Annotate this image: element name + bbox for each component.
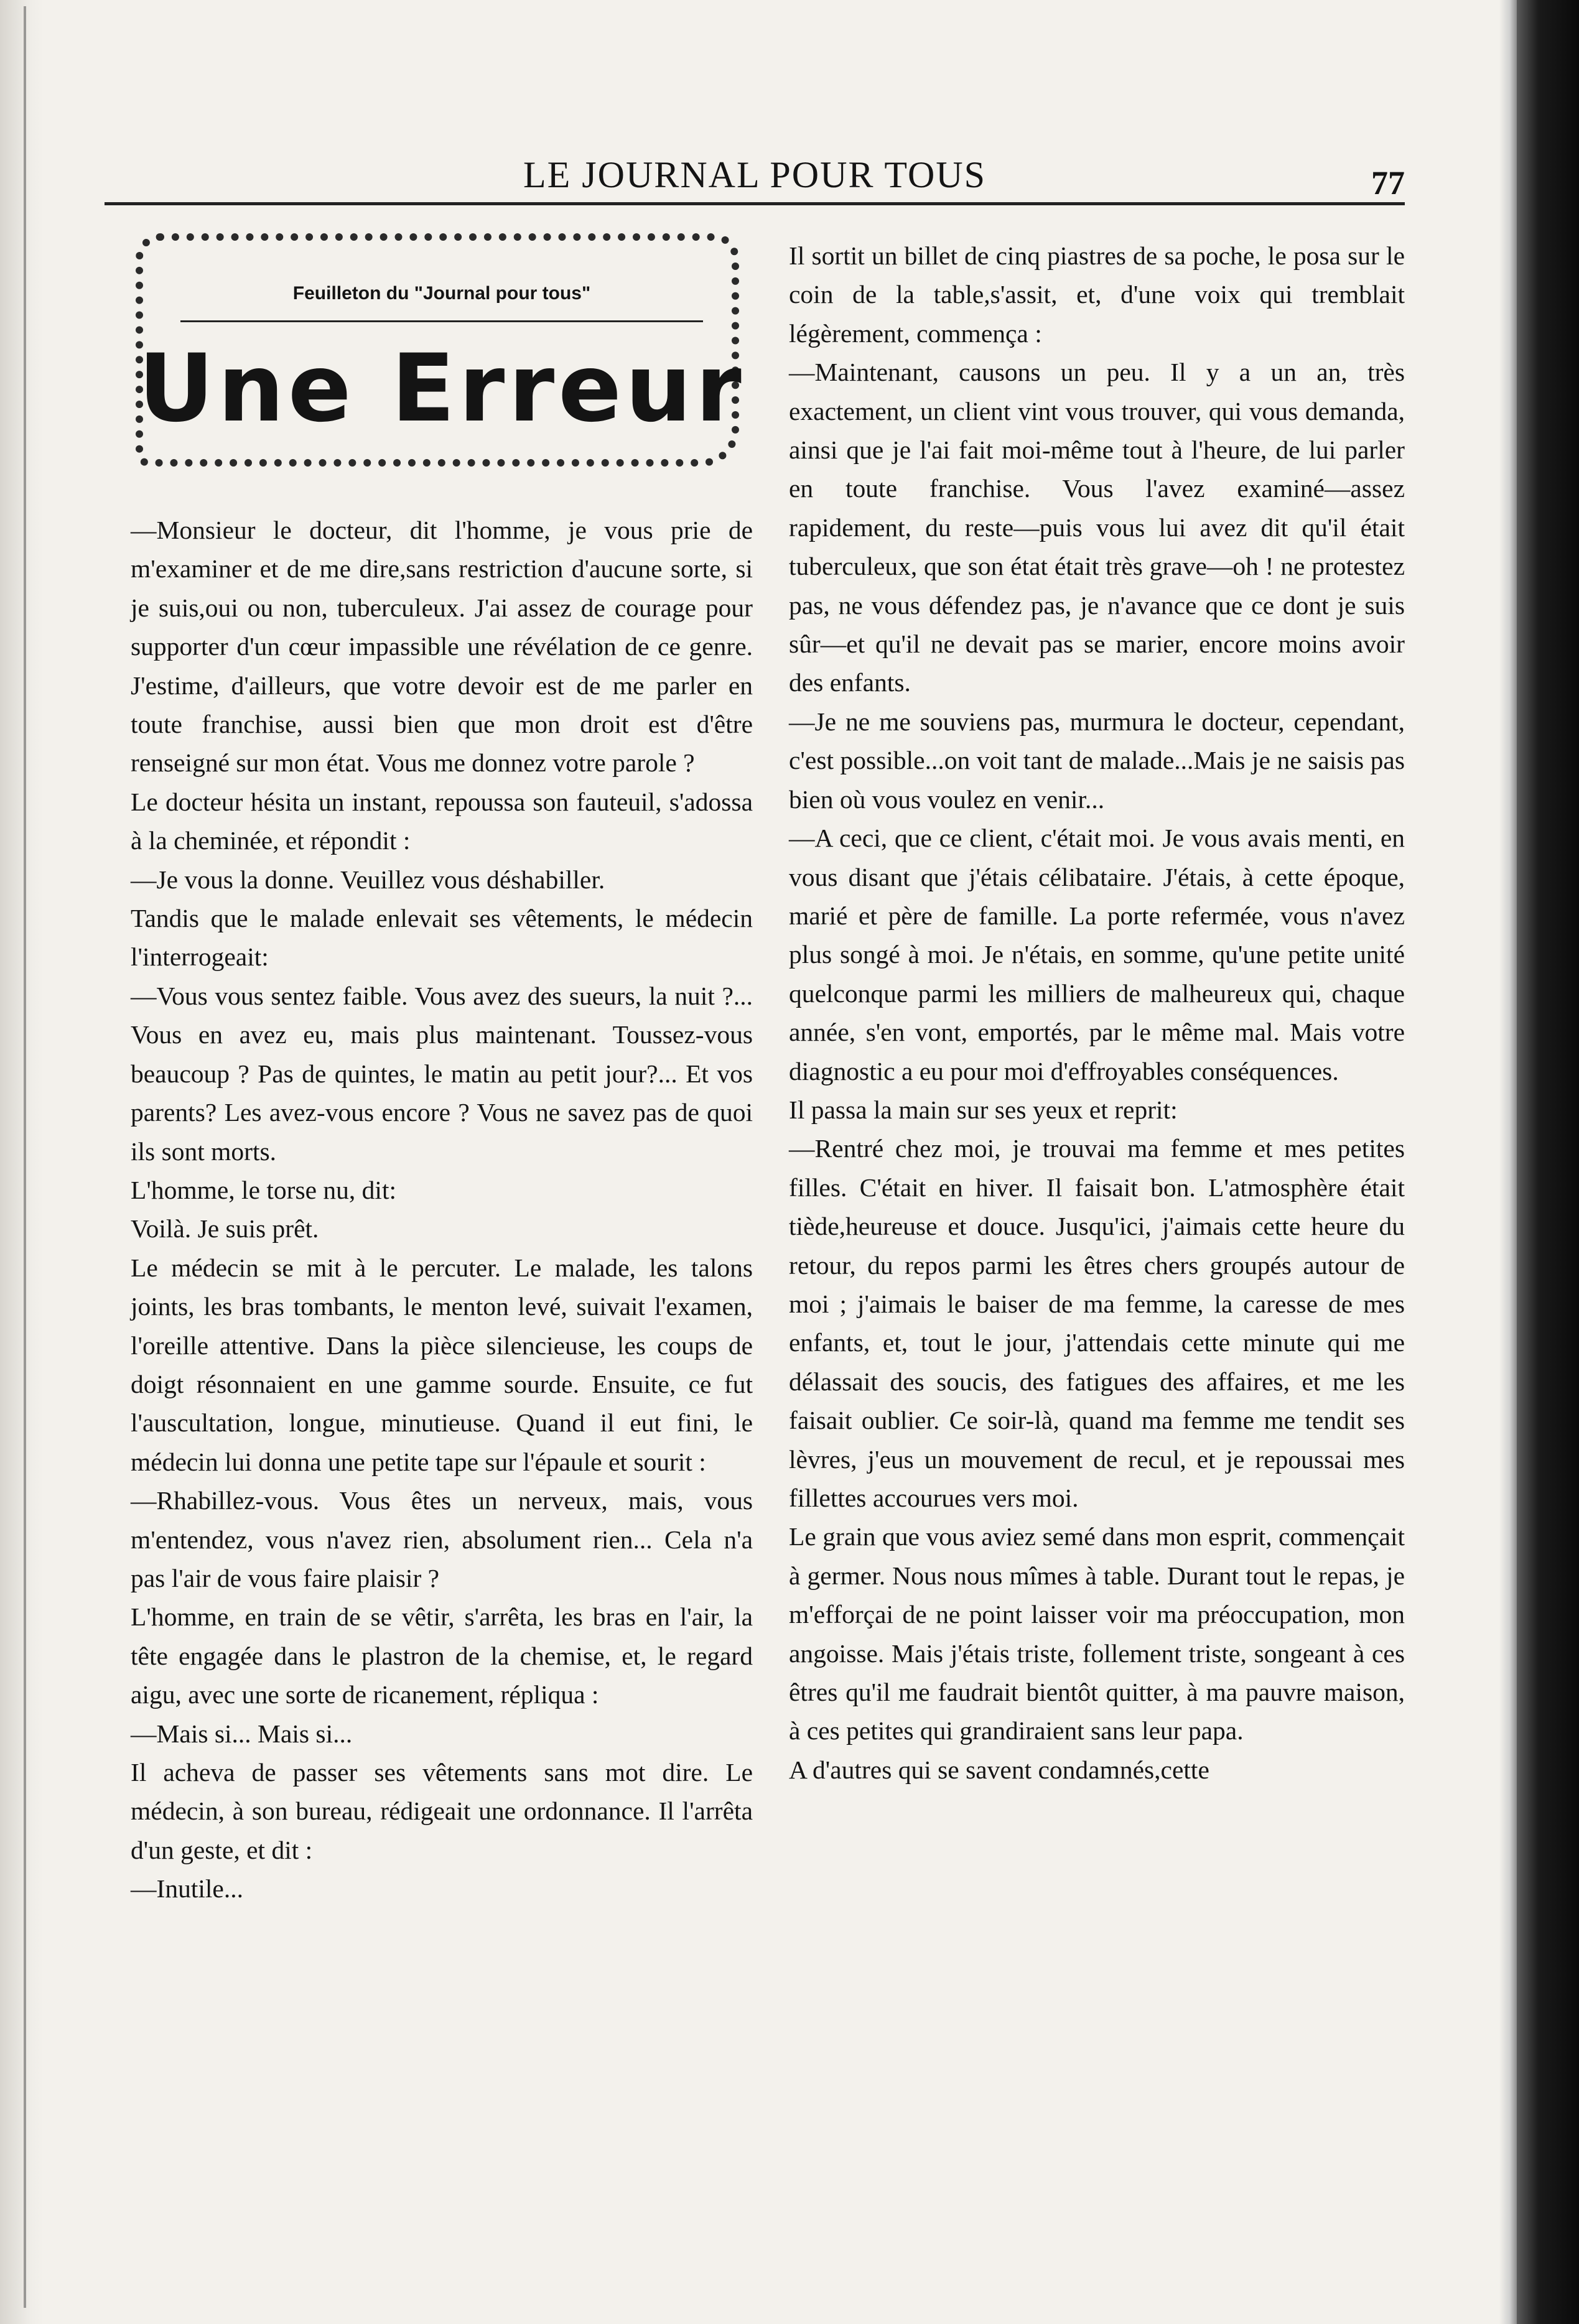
page-number: 77: [1371, 164, 1405, 202]
paragraph: L'homme, en train de se vêtir, s'arrêta, les bras en l'air, la tête engagée dans le plastron de la chemise, et, le regard aigu, avec une sorte de ricanement, répliqua :: [131, 1602, 753, 1709]
running-header: [105, 146, 1405, 205]
feuilleton-title-box: [131, 233, 753, 495]
paragraph: Voilà. Je suis prêt.: [131, 1214, 319, 1243]
paragraph: Il passa la main sur ses yeux et reprit:: [789, 1095, 1178, 1124]
paragraph: —Inutile...: [131, 1874, 243, 1903]
paragraph: —Je vous la donne. Veuillez vous déshabiller.: [131, 865, 605, 894]
paragraph: —Mais si... Mais si...: [131, 1719, 353, 1748]
paragraph: Il sortit un billet de cinq piastres de sa poche, le posa sur le coin de la table,s'assit, et, d'une voix qui tremblait légèrement, commença :: [789, 241, 1405, 348]
journal-title: LE JOURNAL POUR TOUS: [523, 154, 986, 195]
paragraph: —A ceci, que ce client, c'était moi. Je vous avais menti, en vous disant que j'étais célibataire. J'étais, à cette époque, marié et père de famille. La porte refermée, vous n'avez plus songé à moi. Je n'étais, en somme, qu'une petite unité quelconque parmi les milliers de malheureux qui, chaque année, s'en vont, emportés, par le même mal. Mais votre diagnostic a eu pour moi d'effroyables conséquences.: [789, 824, 1405, 1085]
paragraph: Le grain que vous aviez semé dans mon esprit, commençait à germer. Nous nous mîmes à table. Durant tout le repas, je m'efforçai de ne point laisser voir ma préoccupation, mon angoisse. Mais j'étais triste, follement triste, songeant à ces êtres qu'il me faudrait bientôt quitter, à ma pauvre maison, à ces petites qui grandiraient sans leur papa.: [789, 1522, 1405, 1745]
paragraph: —Rentré chez moi, je trouvai ma femme et mes petites filles. C'était en hiver. Il faisait bon. L'atmosphère était tiède,heureuse et douce. Jusqu'ici, j'aimais cette heure du retour, du repos parmi les êtres chers groupés autour de moi ; j'aimais le baiser de ma femme, la caresse de mes enfants, et, tout le jour, j'attendais cette minute qui me délassait des soucis, des fatigues des affaires, et me les faisait oublier. Ce soir-là, quand ma femme me tendit ses lèvres, j'eus un mouvement de recul, et je repoussai mes fillettes accourues vers moi.: [789, 1134, 1405, 1512]
left-column: [131, 233, 753, 1908]
paragraph: Le docteur hésita un instant, repoussa son fauteuil, s'adossa à la cheminée, et répondit :: [131, 787, 753, 855]
paragraph: —Maintenant, causons un peu. Il y a un an, très exactement, un client vint vous trouver, qui vous demanda, ainsi que je l'ai fait moi-même tout à l'heure, de lui parler en toute franchise. Vous l'avez examiné—assez rapidement, du reste—puis vous lui avez dit qu'il était tuberculeux, que son état était très grave—oh ! ne protestez pas, ne vous défendez pas, je n'avance que ce dont je suis sûr—et qu'il ne devait pas se marier, encore moins avoir des enfants.: [789, 358, 1405, 697]
feuilleton-label: Feuilleton du "Journal pour tous": [292, 283, 591, 304]
paragraph: —Rhabillez-vous. Vous êtes un nerveux, mais, vous m'entendez, vous n'avez rien, absolument rien... Cela n'a pas l'air de vous faire plaisir ?: [131, 1486, 753, 1592]
binding-edge-line: [24, 6, 26, 2308]
story-title: Une Erreur: [138, 335, 745, 443]
right-column: [789, 236, 1405, 1789]
paragraph: A d'autres qui se savent condamnés,cette: [789, 1755, 1209, 1784]
page-left-margin: [0, 0, 44, 2324]
book-spine-edge: [1517, 0, 1579, 2324]
paragraph: —Je ne me souviens pas, murmura le docteur, cependant, c'est possible...on voit tant de malade...Mais je ne saisis pas bien où vous voulez en venir...: [789, 707, 1405, 814]
paragraph: —Vous vous sentez faible. Vous avez des sueurs, la nuit ?... Vous en avez eu, mais plus maintenant. Toussez-vous beaucoup ? Pas de quintes, le matin au petit jour?... Et vos parents? Les avez-vous encore ? Vous ne savez pas de quoi ils sont morts.: [131, 981, 753, 1166]
paragraph: —Monsieur le docteur, dit l'homme, je vous prie de m'examiner et de me dire,sans restriction d'aucune sorte, si je suis,oui ou non, tuberculeux. J'ai assez de courage pour supporter d'un cœur impassible une révélation de ce genre. J'estime, d'ailleurs, que votre devoir est de me parler en toute franchise, aussi bien que mon droit est d'être renseigné sur mon état. Vous me donnez votre parole ?: [131, 516, 753, 778]
paragraph: Tandis que le malade enlevait ses vêtements, le médecin l'interrogeait:: [131, 904, 753, 972]
title-divider: [180, 320, 703, 322]
paragraph: L'homme, le torse nu, dit:: [131, 1175, 397, 1204]
paragraph: Le médecin se mit à le percuter. Le malade, les talons joints, les bras tombants, le menton levé, suivait l'examen, l'oreille attentive. Dans la pièce silencieuse, les coups de doigt résonnaient en une gamme sourde. Ensuite, ce fut l'auscultation, longue, minutieuse. Quand il eut fini, le médecin lui donna une petite tape sur l'épaule et sourit :: [131, 1253, 753, 1476]
paragraph: Il acheva de passer ses vêtements sans mot dire. Le médecin, à son bureau, rédigeait une ordonnance. Il l'arrêta d'un geste, et dit :: [131, 1758, 753, 1864]
